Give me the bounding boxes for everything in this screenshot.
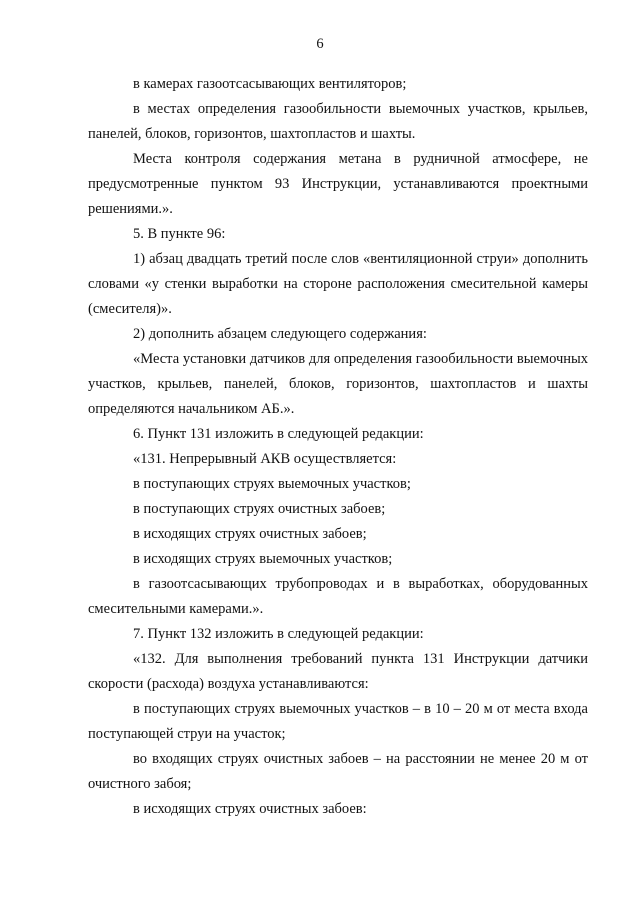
paragraph: в поступающих струях выемочных участков – в 10 – 20 м от места входа поступающей струи на участок; <box>88 701 588 742</box>
paragraph: 1) абзац двадцать третий после слов «вентиляционной струи» дополнить словами «у стенки выработки на стороне расположения смесительной камеры (смесителя)». <box>88 251 588 317</box>
paragraph: в исходящих струях очистных забоев; <box>133 526 367 542</box>
paragraph: в камерах газоотсасывающих вентиляторов; <box>133 76 407 92</box>
paragraph: «131. Непрерывный АКВ осуществляется: <box>133 451 397 467</box>
paragraph: в поступающих струях выемочных участков; <box>133 476 411 492</box>
paragraph: в поступающих струях очистных забоев; <box>133 501 386 517</box>
paragraph: 7. Пункт 132 изложить в следующей редакции: <box>133 626 424 642</box>
paragraph: в газоотсасывающих трубопроводах и в выработках, оборудованных смесительными камерами.». <box>88 576 588 617</box>
paragraph: в исходящих струях очистных забоев: <box>133 801 367 817</box>
paragraph: 6. Пункт 131 изложить в следующей редакции: <box>133 426 424 442</box>
paragraph: в исходящих струях выемочных участков; <box>133 551 393 567</box>
paragraph: 5. В пункте 96: <box>133 226 226 242</box>
paragraph: во входящих струях очистных забоев – на расстоянии не менее 20 м от очистного забоя; <box>88 751 588 792</box>
paragraph: Места контроля содержания метана в рудничной атмосфере, не предусмотренные пунктом 93 Инструкции, устанавливаются проектными решениями.». <box>88 151 588 217</box>
paragraph: «132. Для выполнения требований пункта 131 Инструкции датчики скорости (расхода) воздуха устанавливаются: <box>88 651 588 692</box>
document-body <box>88 72 588 822</box>
paragraph: в местах определения газообильности выемочных участков, крыльев, панелей, блоков, горизонтов, шахтопластов и шахты. <box>88 101 588 142</box>
paragraph: 2) дополнить абзацем следующего содержания: <box>133 326 427 342</box>
page-number: 6 <box>316 36 324 52</box>
paragraph: «Места установки датчиков для определения газообильности выемочных участков, крыльев, панелей, блоков, горизонтов, шахтопластов и шахты определяются начальником АБ.». <box>88 351 588 417</box>
